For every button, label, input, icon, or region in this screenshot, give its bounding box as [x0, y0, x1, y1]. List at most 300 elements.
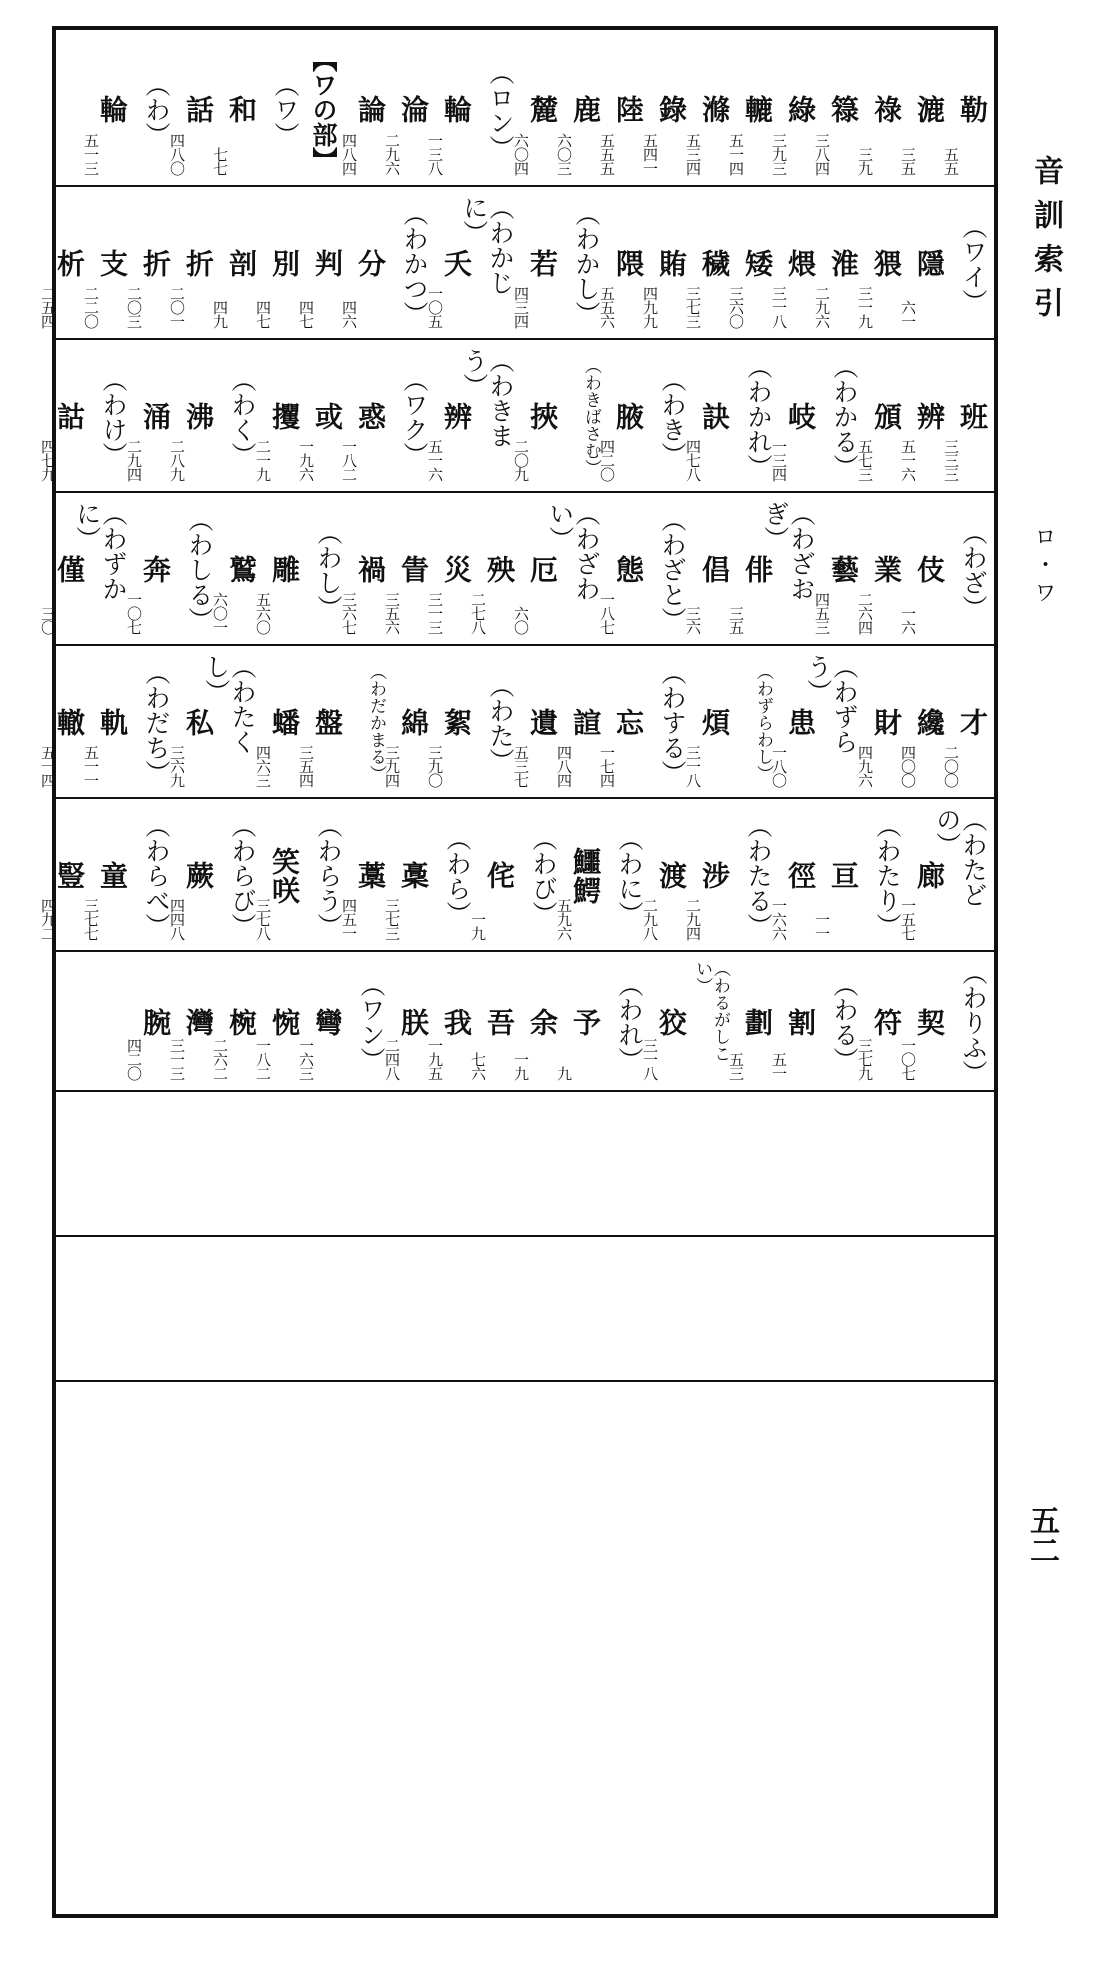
index-entry	[168, 807, 215, 944]
reading-heading	[599, 807, 642, 944]
page-ref: 一九	[469, 912, 487, 940]
index-entry	[125, 501, 172, 638]
page-ref: 四七	[297, 300, 315, 328]
index-entry	[512, 40, 559, 179]
reading: （わかじに）	[459, 195, 515, 295]
kanji: 淮	[827, 249, 860, 278]
index-entry	[469, 807, 516, 944]
index-entry	[82, 807, 129, 944]
kanji: 僅	[53, 555, 86, 584]
page-ref: 二〇一	[168, 286, 186, 328]
page-ref: 四六	[340, 300, 358, 328]
page-ref: 九	[555, 1066, 573, 1080]
kanji: 業	[870, 555, 903, 584]
kanji: 奔	[139, 555, 172, 584]
reading-heading	[599, 960, 642, 1084]
kanji: 勒	[956, 95, 989, 124]
kanji: 劃	[741, 1007, 774, 1037]
kanji: 夭	[440, 249, 473, 278]
page-ref: 一〇七	[899, 1038, 917, 1080]
kanji: 煨	[784, 249, 817, 278]
kanji: 侘	[483, 861, 516, 890]
kanji: 矮	[741, 249, 774, 278]
kanji: 災	[440, 555, 473, 584]
index-entry	[813, 195, 860, 332]
reading-heading	[803, 654, 859, 791]
kanji: 詁	[53, 402, 86, 431]
index-entry	[555, 807, 602, 944]
index-entry	[383, 960, 430, 1084]
kanji: 穢	[698, 249, 731, 278]
index-entry	[641, 807, 688, 944]
page-ref: 四九	[211, 300, 229, 328]
index-entry	[942, 40, 989, 179]
kanji: 麓	[526, 95, 559, 124]
index-entry	[340, 40, 387, 179]
index-entry	[770, 348, 817, 485]
kanji: 折	[139, 249, 172, 278]
page-ref: 二五四	[39, 286, 57, 328]
page-ref: 三七三	[383, 898, 401, 940]
index-entry	[254, 195, 301, 332]
index-band	[56, 950, 994, 1092]
reading-heading	[814, 960, 857, 1084]
index-entry	[813, 807, 860, 944]
index-entry	[168, 40, 215, 179]
page-ref: 五三四	[684, 133, 702, 175]
kanji: 挾	[526, 402, 559, 431]
reading: （わずらわし）	[753, 663, 773, 782]
page-ref: 四二〇	[598, 439, 616, 481]
page-ref: 三一八	[770, 286, 788, 328]
page-ref: 二〇三	[125, 286, 143, 328]
page-ref: 四四八	[168, 898, 186, 940]
page-ref: 三一三	[426, 592, 444, 634]
page-ref: 五一	[770, 1052, 788, 1080]
page-ref: 三五四	[297, 745, 315, 787]
page-ref: 四七八	[684, 439, 702, 481]
kanji: 亘	[827, 861, 860, 890]
reading-heading	[255, 40, 298, 179]
index-entry	[469, 960, 516, 1084]
page-ref: 三六七	[340, 592, 358, 634]
page-ref: 三一三	[168, 1038, 186, 1080]
reading: （わたくし）	[201, 654, 257, 754]
page-ref: 四二〇	[125, 1038, 143, 1080]
reading: （わきまう）	[459, 348, 515, 448]
page-ref: 五三	[727, 1052, 745, 1080]
kanji: 私	[182, 708, 215, 737]
index-entry	[555, 654, 602, 791]
page-ref: 三七八	[254, 898, 272, 940]
page-ref: 三九〇	[426, 745, 444, 787]
reading: （わび）	[529, 825, 558, 926]
index-entry	[297, 960, 344, 1084]
index-entry	[770, 40, 817, 179]
reading: （ワン）	[357, 972, 386, 1072]
index-entry	[641, 960, 688, 1084]
reading-heading	[943, 501, 986, 638]
index-entry	[598, 654, 645, 791]
index-entry	[598, 40, 645, 179]
reading: （ワ）	[271, 72, 300, 147]
page-ref: 一九	[512, 1052, 530, 1080]
index-entry	[512, 348, 559, 485]
index-entry	[641, 40, 688, 179]
page-ref: 七六	[469, 1052, 487, 1080]
page-ref: 六一	[899, 300, 917, 328]
page-ref: 二一九	[254, 439, 272, 481]
page-ref: 一八〇	[770, 745, 788, 787]
index-entry	[125, 348, 172, 485]
reading: （わずらう）	[803, 654, 859, 754]
kanji: 蟠	[268, 708, 301, 737]
reading: （わずかに）	[72, 501, 128, 601]
reading: （わらう）	[314, 813, 343, 938]
kanji: 才	[956, 708, 989, 737]
page-ref: 五一四	[39, 745, 57, 787]
kanji: 猥	[870, 249, 903, 278]
index-entry	[555, 960, 602, 1084]
reading-heading	[545, 501, 601, 638]
kanji: 渡	[655, 861, 688, 890]
reading: （わらべ）	[142, 813, 171, 938]
page-ref: 三七七	[82, 898, 100, 940]
index-entry	[684, 807, 731, 944]
page-ref: 四〇〇	[899, 745, 917, 787]
kanji: 諠	[569, 708, 602, 737]
index-entry	[426, 40, 473, 179]
page-ref: 一七四	[598, 745, 616, 787]
page-ref: 一六六	[770, 898, 788, 940]
reading-heading	[72, 501, 128, 638]
index-band	[39, 644, 994, 799]
page-ref: 一九五	[426, 1038, 444, 1080]
reading: （わ）	[142, 72, 171, 147]
page-ref: 三七九	[856, 1038, 874, 1080]
reading-heading	[298, 501, 341, 638]
reading-heading	[126, 807, 169, 944]
index-entry	[297, 348, 344, 485]
index-entry	[426, 654, 473, 791]
reading: （わかる）	[830, 354, 859, 479]
page-ref: 二九四	[684, 898, 702, 940]
reading: （わする）	[658, 660, 687, 785]
index-entry	[39, 348, 86, 485]
page-ref: 五四一	[641, 133, 659, 175]
kanji: 藝	[827, 555, 860, 584]
kanji: 惑	[354, 402, 387, 431]
reading-heading	[685, 960, 728, 1084]
kanji: 賄	[655, 249, 688, 278]
page-ref: 三六九	[168, 745, 186, 787]
kanji: 割	[784, 1007, 817, 1037]
page-ref: 三一九	[856, 286, 874, 328]
kanji: 倡	[698, 555, 731, 584]
reading-heading	[169, 501, 212, 638]
kanji: 態	[612, 555, 645, 584]
kanji: 童	[96, 861, 129, 890]
index-entry	[469, 501, 516, 638]
page-ref: 四三四	[512, 286, 530, 328]
page-ref: 五五六	[598, 286, 616, 328]
kanji: 蕨	[182, 861, 215, 890]
reading-heading	[513, 807, 556, 944]
kanji: 鷲	[225, 555, 258, 584]
kanji: 綠	[784, 95, 817, 124]
reading-heading	[427, 807, 470, 944]
index-entry	[211, 195, 258, 332]
page-ref: 三三三	[942, 439, 960, 481]
kanji: 絮	[440, 708, 473, 737]
reading-heading	[556, 348, 599, 485]
reading-heading	[126, 40, 169, 179]
index-entry	[598, 348, 645, 485]
kanji: 剖	[225, 249, 258, 278]
kanji: 我	[440, 1007, 473, 1037]
section-title: 【ワの部】	[309, 47, 338, 172]
page-ref: 五七三	[856, 439, 874, 481]
index-entry	[899, 195, 946, 332]
reading: （わき）	[658, 366, 687, 467]
kanji: 涉	[698, 861, 731, 890]
reading-heading	[728, 654, 771, 791]
index-entry	[856, 501, 903, 638]
page-ref: 一八二	[254, 1038, 272, 1080]
kanji: 判	[311, 249, 344, 278]
index-entry	[39, 654, 86, 791]
index-band	[39, 338, 994, 493]
reading-heading	[470, 654, 513, 791]
page-ref: 五一六	[899, 439, 917, 481]
page-ref: 五五五	[598, 133, 616, 175]
index-entry	[856, 960, 903, 1084]
kanji: 忘	[612, 708, 645, 737]
index-band	[56, 30, 994, 187]
page-ref: 三一八	[641, 1038, 659, 1080]
page-ref: 二九八	[641, 898, 659, 940]
page-ref: 二九六	[383, 133, 401, 175]
index-entry	[340, 807, 387, 944]
kanji: 余	[526, 1007, 559, 1037]
reading: （わに）	[615, 825, 644, 926]
kanji: 辨	[440, 402, 473, 431]
kanji: 岐	[784, 402, 817, 431]
kanji: 折	[182, 249, 215, 278]
kanji: 惋	[268, 1007, 301, 1037]
index-entry	[168, 195, 215, 332]
index-entry	[254, 807, 301, 944]
kanji: 軌	[96, 708, 129, 737]
index-entry	[383, 40, 430, 179]
reading-heading	[943, 960, 986, 1084]
reading: （わし）	[314, 519, 343, 620]
section-heading	[298, 40, 341, 179]
index-band	[56, 1380, 994, 1918]
reading: （わらび）	[228, 813, 257, 938]
page-ref: 一〇七	[125, 592, 143, 634]
reading-heading	[728, 807, 771, 944]
reading-heading	[814, 348, 857, 485]
kanji: 班	[956, 402, 989, 431]
page-ref: 五一一	[82, 745, 100, 787]
index-entry	[684, 40, 731, 179]
kanji: 藁	[354, 861, 387, 890]
index-entry	[512, 654, 559, 791]
index-entry	[211, 40, 258, 179]
kanji: 廊	[913, 861, 946, 890]
index-entry	[254, 654, 301, 791]
index-band	[39, 491, 994, 646]
reading-heading	[201, 654, 257, 791]
kanji: 簶	[827, 95, 860, 124]
kanji: 涌	[139, 402, 172, 431]
kanji: 陸	[612, 95, 645, 124]
index-entry	[82, 654, 129, 791]
kanji: 財	[870, 708, 903, 737]
page-ref: 三五	[727, 606, 745, 634]
kanji: 豎	[53, 861, 86, 890]
kanji: 轆	[741, 95, 774, 124]
kanji: 符	[870, 1007, 903, 1037]
index-entry	[684, 195, 731, 332]
page-ref: 一五七	[899, 898, 917, 940]
index-entry	[297, 654, 344, 791]
page-ref: 一三八	[426, 133, 444, 175]
kanji: 灣	[182, 1007, 215, 1037]
reading: （わかつ）	[400, 201, 429, 326]
kanji: 或	[311, 402, 344, 431]
reading-heading	[556, 195, 599, 332]
kanji: 厄	[526, 555, 559, 584]
kanji: 析	[53, 249, 86, 278]
index-entry	[512, 960, 559, 1084]
page-ref: 五三七	[512, 745, 530, 787]
index-entry	[426, 960, 473, 1084]
index-entry	[254, 960, 301, 1084]
kanji: 綿	[397, 708, 430, 737]
index-entry	[340, 348, 387, 485]
kanji: 漉	[913, 95, 946, 124]
index-band	[56, 1090, 994, 1237]
reading: （わかれ）	[744, 354, 773, 479]
kanji: 遺	[526, 708, 559, 737]
kanji: 鱷鰐	[569, 846, 602, 905]
page-number: 五二	[1024, 1505, 1059, 1565]
index-entry	[383, 501, 430, 638]
reading-heading	[932, 807, 988, 944]
page-ref: 一六	[899, 606, 917, 634]
kanji: 患	[784, 708, 817, 737]
kanji: 稾	[397, 861, 430, 890]
reading: （ワイ）	[959, 213, 988, 314]
reading: （わざ）	[959, 519, 988, 620]
page-ref: 一三四	[770, 439, 788, 481]
page-ref: 四九六	[856, 745, 874, 787]
index-band	[39, 185, 994, 340]
reading-heading	[298, 807, 341, 944]
side-section: ロ・ワ	[1031, 525, 1056, 609]
index-entry	[899, 960, 946, 1084]
reading: （わしる）	[185, 507, 214, 632]
page-ref: 三一八	[684, 745, 702, 787]
page-ref: 二八九	[168, 439, 186, 481]
page-ref: 二九六	[813, 286, 831, 328]
index-entry	[168, 960, 215, 1084]
index-entry	[125, 195, 172, 332]
kanji: 纔	[913, 708, 946, 737]
kanji: 煩	[698, 708, 731, 737]
page-ref: 五一三	[82, 133, 100, 175]
page-ref: 六〇	[512, 606, 530, 634]
kanji: 滌	[698, 95, 731, 124]
kanji: 朕	[397, 1007, 430, 1037]
page-ref: 四七九	[39, 439, 57, 481]
reading-heading	[943, 195, 986, 332]
page-ref: 二九四	[125, 439, 143, 481]
page-ref: 四九九	[641, 286, 659, 328]
index-entry	[340, 501, 387, 638]
reading-heading	[212, 807, 255, 944]
kanji: 予	[569, 1007, 602, 1037]
reading: （ワク）	[400, 366, 429, 467]
reading-heading	[126, 654, 169, 791]
page-ref: 四六三	[254, 745, 272, 787]
index-entry	[641, 195, 688, 332]
index-entry	[684, 501, 731, 638]
reading: （わざと）	[658, 507, 687, 632]
index-entry	[813, 501, 860, 638]
kanji: 盤	[311, 708, 344, 737]
page-ref: 四五三	[813, 592, 831, 634]
kanji: 頒	[870, 402, 903, 431]
index-entry	[512, 195, 559, 332]
index-entry	[727, 195, 774, 332]
index-entry	[555, 40, 602, 179]
index-entry	[770, 960, 817, 1084]
page-ref: 三九四	[383, 745, 401, 787]
kanji: 支	[96, 249, 129, 278]
page-ref: 四七	[254, 300, 272, 328]
page-ref: 三七三	[684, 286, 702, 328]
reading-heading	[857, 807, 900, 944]
index-entry	[383, 807, 430, 944]
index-entry	[813, 40, 860, 179]
page-ref: 四五一	[340, 898, 358, 940]
page-ref: 四八四	[555, 745, 573, 787]
kanji: 祿	[870, 95, 903, 124]
page-ref: 二六二	[211, 1038, 229, 1080]
kanji: 俳	[741, 555, 774, 584]
kanji: 腋	[612, 402, 645, 431]
kanji: 若	[526, 249, 559, 278]
reading: （わたどの）	[932, 807, 988, 907]
page-ref: 四八四	[340, 133, 358, 175]
page-ref: 六〇一	[211, 592, 229, 634]
page-ref: 一一	[813, 912, 831, 940]
page-ref: 一八七	[598, 592, 616, 634]
kanji: 徑	[784, 861, 817, 890]
page-ref: 五五	[942, 147, 960, 175]
page-ref: 三六	[684, 606, 702, 634]
reading: （わたる）	[744, 813, 773, 938]
index-entry	[211, 501, 258, 638]
kanji: 眚	[397, 555, 430, 584]
kanji: 錄	[655, 95, 688, 124]
reading: （ロン）	[486, 59, 515, 160]
page-ref: 二六四	[856, 592, 874, 634]
page-ref: 六〇四	[512, 133, 530, 175]
